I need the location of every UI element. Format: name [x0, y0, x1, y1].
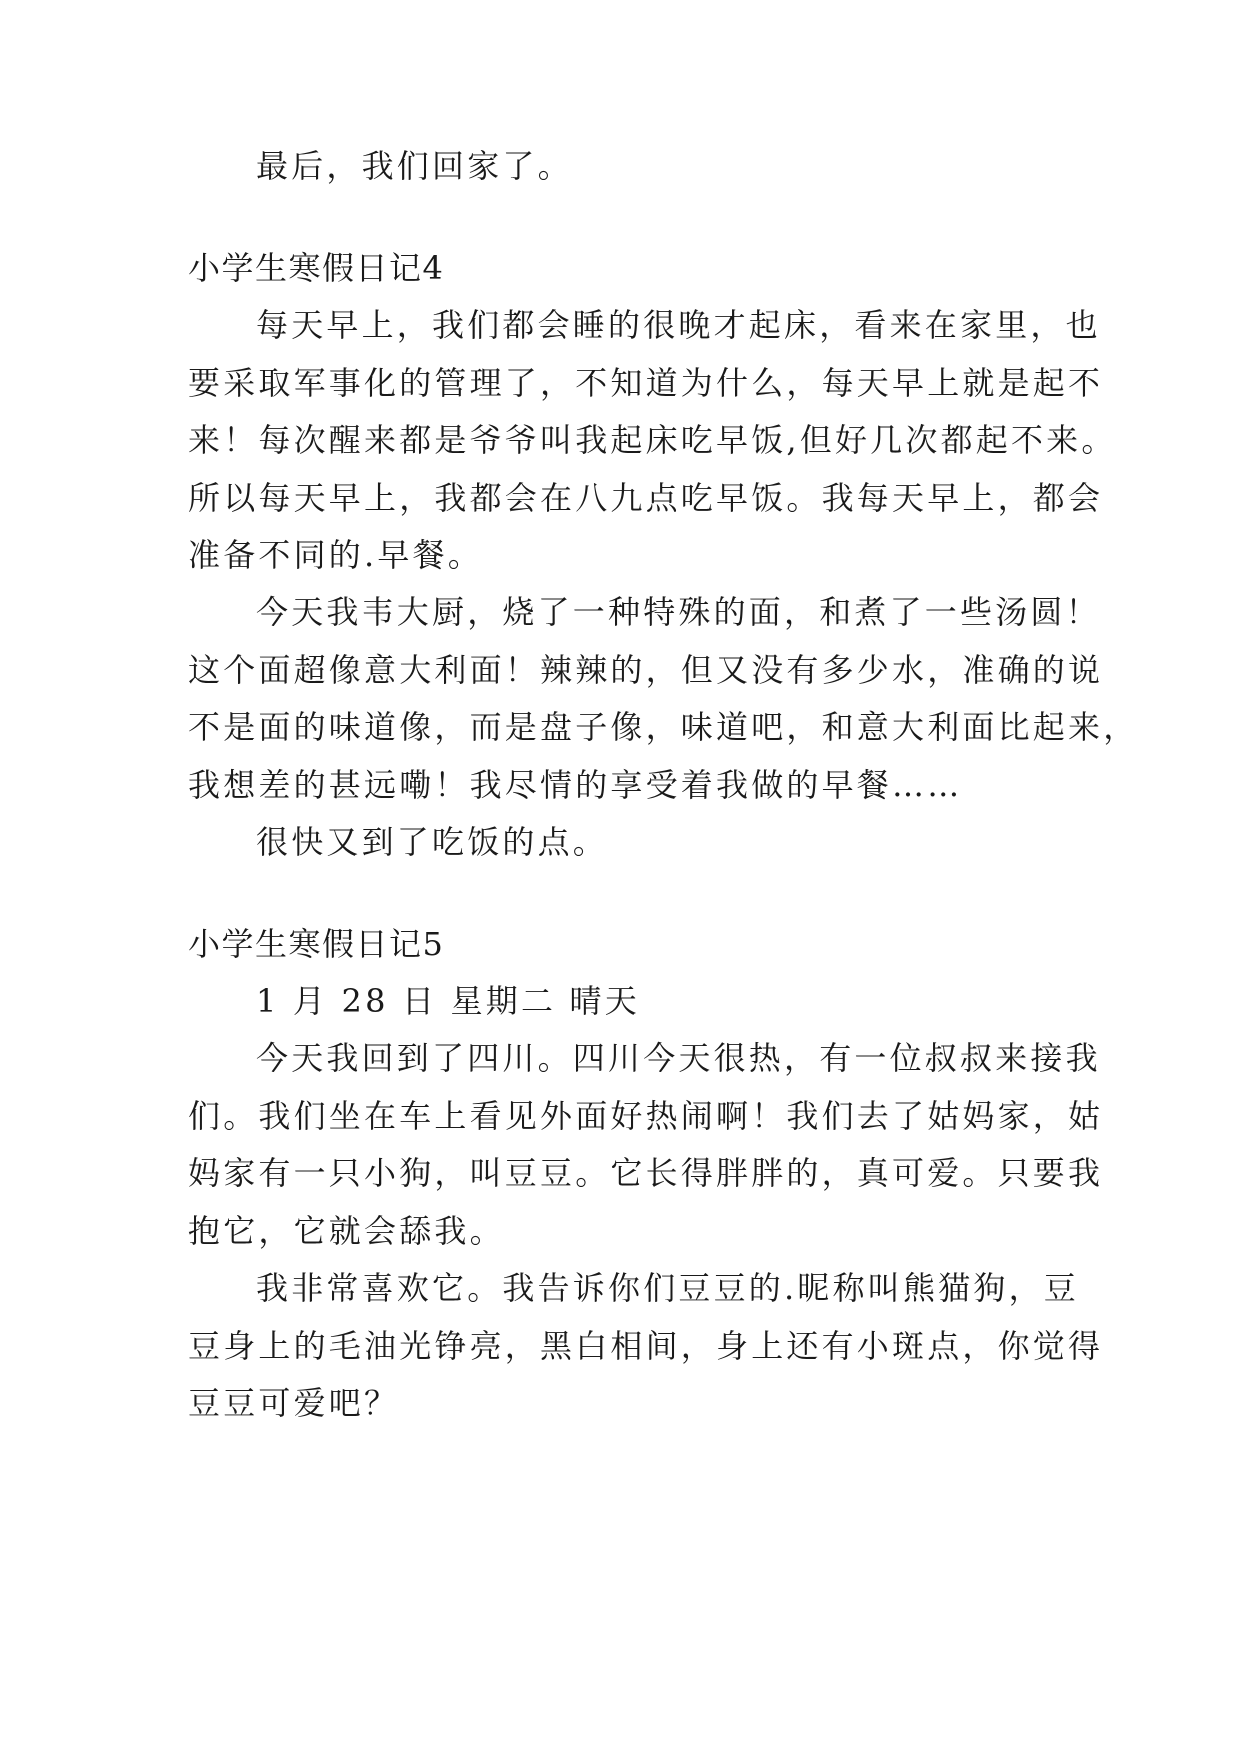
paragraph-morning: [188, 297, 1117, 585]
text-line: 们。我们坐在车上看见外面好热闹啊！我们去了姑妈家，姑: [188, 1096, 1104, 1135]
text-line: 妈家有一只小狗，叫豆豆。它长得胖胖的，真可爱。只要我: [188, 1154, 1104, 1192]
diary-heading-4: [188, 240, 1068, 298]
text-line: 豆身上的毛油光铮亮，黑白相间，身上还有小斑点，你觉得: [188, 1326, 1104, 1365]
text-line: 今天我回到了四川。四川今天很热，有一位叔叔来接我: [256, 1039, 1101, 1077]
text-line: 很快又到了吃饭的点。: [256, 823, 609, 861]
heading-text: 小学生寒假日记5: [188, 925, 445, 963]
text-line: 这个面超像意大利面！辣辣的，但又没有多少水，准确的说: [188, 650, 1104, 689]
text-line: 要采取军事化的管理了，不知道为什么，每天早上就是起不: [188, 363, 1104, 402]
text-line: 每天早上，我们都会睡的很晚才起床，看来在家里，也: [256, 306, 1101, 344]
text-line: 不是面的味道像，而是盘子像，味道吧，和意大利面比起来，: [188, 708, 1139, 746]
paragraph-doudou: [188, 1260, 1104, 1433]
text-line: 所以每天早上，我都会在八九点吃早饭。我每天早上，都会: [188, 478, 1104, 517]
diary-date-line: [188, 973, 1068, 1031]
text-line: 来！每次醒来都是爷爷叫我起床吃早饭,但好几次都起不来。: [188, 421, 1117, 459]
paragraph-sichuan: [188, 1030, 1104, 1260]
paragraph-meal-time: [188, 814, 1068, 872]
text-line: 抱它，它就会舔我。: [188, 1211, 505, 1250]
heading-text: 小学生寒假日记4: [188, 249, 445, 287]
text-line: 1 月 28 日 星期二 晴天: [256, 982, 640, 1020]
text-line: 今天我韦大厨，烧了一种特殊的面，和煮了一些汤圆！: [256, 593, 1101, 631]
paragraph-noodles: [188, 584, 1139, 814]
text-line: 最后，我们回家了。: [256, 147, 573, 185]
text-line: 准备不同的.早餐。: [188, 536, 483, 574]
text-line: 我想差的甚远嘞！我尽情的享受着我做的早餐……: [188, 765, 963, 804]
text-line: 豆豆可爱吧？: [188, 1384, 400, 1422]
diary-heading-5: [188, 916, 1068, 974]
paragraph-ending: [188, 138, 1068, 196]
text-line: 我非常喜欢它。我告诉你们豆豆的.昵称叫熊猫狗，豆: [256, 1269, 1079, 1307]
